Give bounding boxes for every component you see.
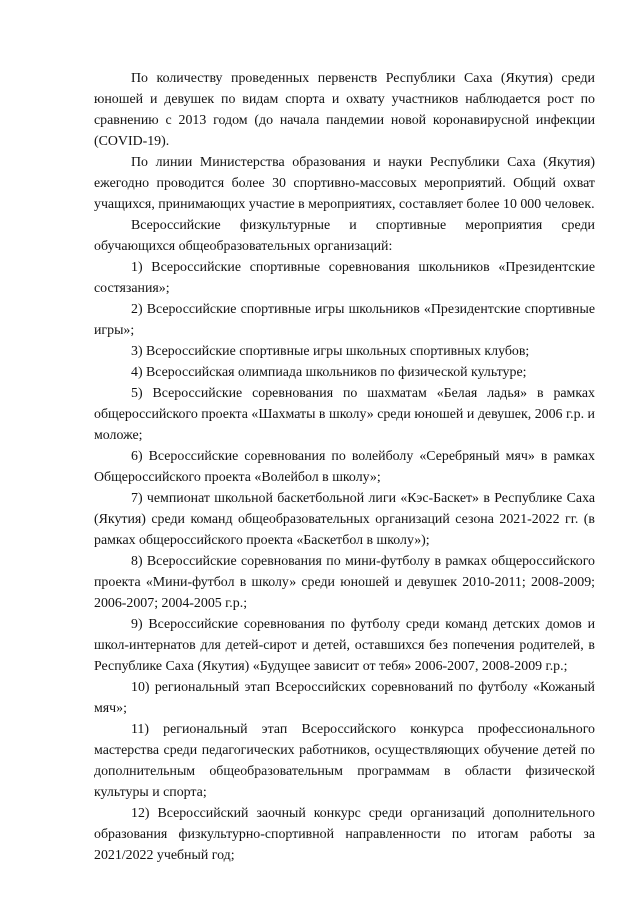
list-item-8: 8) Всероссийские соревнования по мини-футболу в рамках общероссийского проекта «Мини-футбол в школу» среди юношей и девушек 2010-2011; 2008-2009; 2006-2007; 2004-2005 г.р.;	[94, 554, 595, 611]
list-item-2: 2) Всероссийские спортивные игры школьников «Президентские спортивные игры»;	[94, 302, 595, 338]
list-item-12: 12) Всероссийский заочный конкурс среди организаций дополнительного образования физкультурно-спортивной направленности по итогам работы за 2021/2022 учебный год;	[94, 806, 595, 863]
list-item-3: 3) Всероссийские спортивные игры школьных спортивных клубов;	[131, 344, 530, 359]
list-item-7: 7) чемпионат школьной баскетбольной лиги «Кэс-Баскет» в Республике Саха (Якутия) среди команд общеобразовательных организаций сезона 2021-2022 гг. (в рамках общероссийского проекта «Баскетбол в школу»);	[94, 491, 595, 548]
list-item-9: 9) Всероссийские соревнования по футболу среди команд детских домов и школ-интернатов для детей-сирот и детей, оставшихся без попечения родителей, в Республике Саха (Якутия) «Будущее зависит от тебя» 2006-2007, 2008-2009 г.р.;	[94, 617, 595, 674]
paragraph-intro-championships: По количеству проведенных первенств Республики Саха (Якутия) среди юношей и девушек по видам спорта и охвату участников наблюдается рост по сравнению с 2013 годом (до начала пандемии новой коронавирусной инфекции (COVID-19).	[94, 71, 595, 149]
list-item-6: 6) Всероссийские соревнования по волейболу «Серебряный мяч» в рамках Общероссийского проекта «Волейбол в школу»;	[94, 449, 595, 485]
list-item-4: 4) Всероссийская олимпиада школьников по физической культуре;	[131, 365, 527, 380]
list-item-11: 11) региональный этап Всероссийского конкурса профессионального мастерства среди педагогических работников, осуществляющих обучение детей по дополнительным общеобразовательным программам в области физической культуры и спорта;	[94, 722, 595, 800]
paragraph-list-heading: Всероссийские физкультурные и спортивные мероприятия среди обучающихся общеобразовательных организаций:	[94, 218, 595, 254]
list-item-5: 5) Всероссийские соревнования по шахматам «Белая ладья» в рамках общероссийского проекта «Шахматы в школу» среди юношей и девушек, 2006 г.р. и моложе;	[94, 386, 595, 443]
list-item-1: 1) Всероссийские спортивные соревнования школьников «Президентские состязания»;	[94, 260, 595, 296]
list-item-10: 10) региональный этап Всероссийских соревнований по футболу «Кожаный мяч»;	[94, 680, 595, 716]
paragraph-ministry-events: По линии Министерства образования и науки Республики Саха (Якутия) ежегодно проводится более 30 спортивно-массовых мероприятий. Общий охват учащихся, принимающих участие в мероприятиях, составляет более 10 000 человек.	[94, 155, 595, 212]
document-body	[94, 68, 595, 866]
